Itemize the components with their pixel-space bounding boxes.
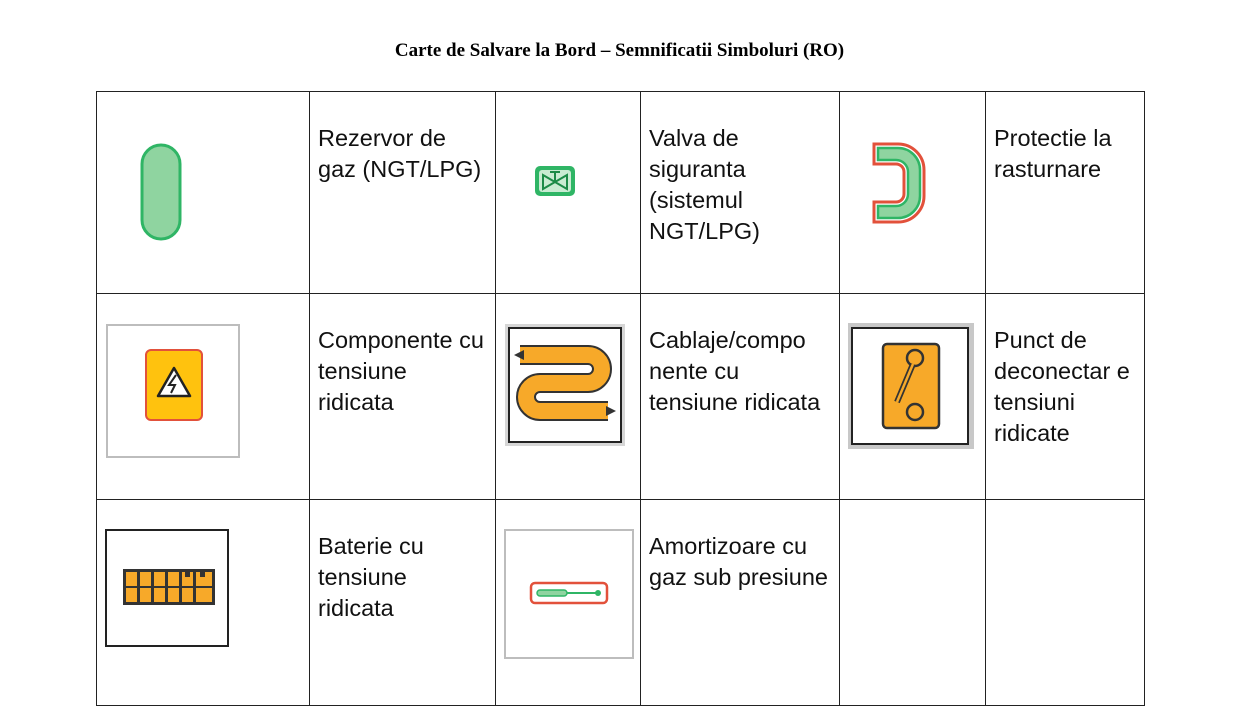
symbol-cell: [97, 500, 310, 706]
safety-valve-icon: [533, 164, 577, 198]
label-cell: [641, 294, 840, 500]
symbol-label: Componente cu tensiune ridicata: [318, 327, 484, 415]
symbol-label: Valva de siguranta (sistemul NGT/LPG): [649, 125, 760, 244]
symbol-label: Rezervor de gaz (NGT/LPG): [318, 125, 482, 182]
symbol-cell: [496, 294, 641, 500]
symbol-label: Protectie la rasturnare: [994, 125, 1112, 182]
high-voltage-disconnect-icon: [847, 322, 975, 450]
label-cell: [310, 500, 496, 706]
high-voltage-component-icon: [106, 324, 240, 458]
table-row: [97, 294, 1145, 500]
label-cell: [641, 500, 840, 706]
symbol-label: Cablaje/compo nente cu tensiune ridicata: [649, 327, 821, 415]
symbol-cell: [97, 294, 310, 500]
high-voltage-battery-icon: [105, 529, 229, 647]
symbol-cell: [97, 92, 310, 294]
symbols-table: [96, 91, 1145, 706]
label-cell: [310, 92, 496, 294]
symbol-cell: [496, 500, 641, 706]
symbol-cell: [840, 294, 986, 500]
symbol-cell: [496, 92, 641, 294]
gas-tank-icon: [139, 142, 183, 242]
label-cell: [986, 294, 1145, 500]
document-title: Carte de Salvare la Bord – Semnificatii Simboluri (RO): [394, 40, 845, 61]
symbol-label: Punct de deconectar e tensiuni ridicate: [994, 327, 1130, 446]
empty-cell: [986, 500, 1145, 706]
label-cell: [310, 294, 496, 500]
symbol-label: Baterie cu tensiune ridicata: [318, 533, 424, 621]
label-cell: [986, 92, 1145, 294]
empty-cell: [840, 500, 986, 706]
gas-strut-icon: [504, 529, 634, 659]
symbol-cell: [840, 92, 986, 294]
table-row: [97, 92, 1145, 294]
symbol-label: Amortizoare cu gaz sub presiune: [649, 533, 828, 590]
label-cell: [641, 92, 840, 294]
rollover-protection-icon: [868, 140, 928, 226]
high-voltage-cable-icon: [504, 323, 626, 447]
table-row: [97, 500, 1145, 706]
